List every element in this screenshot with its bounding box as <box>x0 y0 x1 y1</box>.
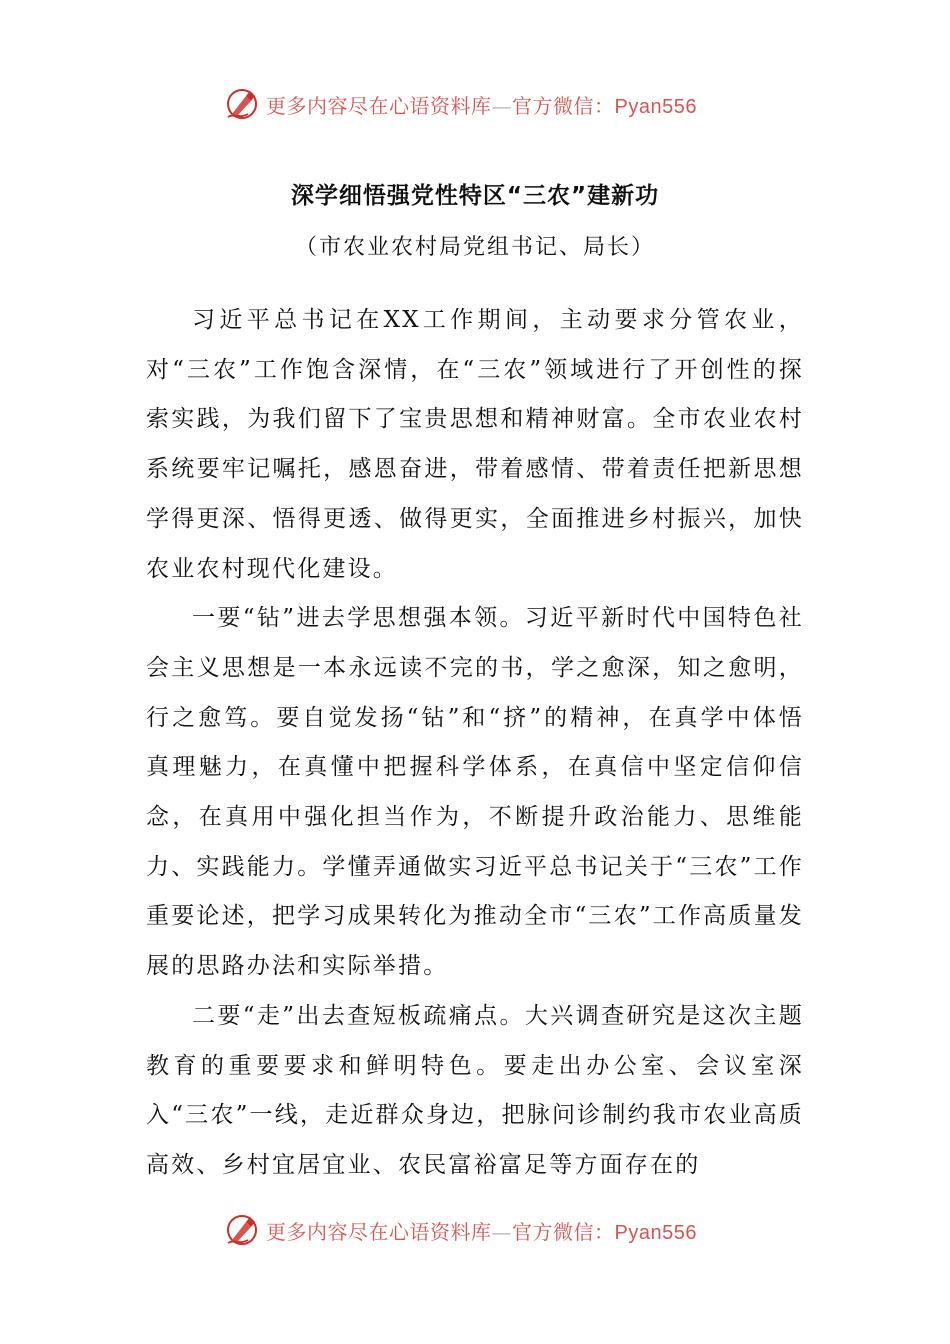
watermark-text: 更多内容尽在心语资料库 <box>266 1219 492 1244</box>
watermark-text: 更多内容尽在心语资料库 <box>266 93 492 118</box>
watermark-official-label: 官方微信： <box>512 93 615 118</box>
watermark-account: Pyan556 <box>614 1221 697 1244</box>
watermark-official-label: 官方微信： <box>512 1219 615 1244</box>
paragraph: 习近平总书记在XX工作期间，主动要求分管农业，对“三农”工作饱含深情，在“三农”领域进行了开创性的探索实践，为我们留下了宝贵思想和精神财富。全市农业农村系统要牢记嘱托，感恩奋进，带着感情、带着责任把新思想学得更深、悟得更透、做得更实，全面推进乡村振兴，加快农业农村现代化建设。 <box>146 307 804 582</box>
pen-nib-logo-icon <box>224 1212 260 1248</box>
watermark-banner-bottom <box>224 1210 744 1250</box>
pen-nib-logo-icon <box>224 86 260 122</box>
watermark-banner-top <box>224 84 744 124</box>
document-title: 深学细悟强党性特区“三农”建新功 <box>290 183 660 209</box>
watermark-separator: — <box>491 1219 512 1244</box>
watermark-account: Pyan556 <box>614 95 697 118</box>
paragraph: 二要“走”出去查短板疏痛点。大兴调查研究是这次主题教育的重要要求和鲜明特色。要走出办公室、会议室深入“三农”一线，走近群众身边，把脉问诊制约我市农业高质高效、乡村宜居宜业、农民富裕富足等方面存在的 <box>146 1002 804 1178</box>
paragraph: 一要“钻”进去学思想强本领。习近平新时代中国特色社会主义思想是一本永远读不完的书，学之愈深，知之愈明，行之愈笃。要自觉发扬“钻”和“挤”的精神，在真学中体悟真理魅力，在真懂中把握科学体系，在真信中坚定信仰信念，在真用中强化担当作为，不断提升政治能力、思维能力、实践能力。学懂弄通做实习近平总书记关于“三农”工作重要论述，把学习成果转化为推动全市“三农”工作高质量发展的思路办法和实际举措。 <box>146 605 804 980</box>
document-author: （市农业农村局党组书记、局长） <box>294 235 655 260</box>
document-body <box>146 296 804 1191</box>
watermark-separator: — <box>491 93 512 118</box>
